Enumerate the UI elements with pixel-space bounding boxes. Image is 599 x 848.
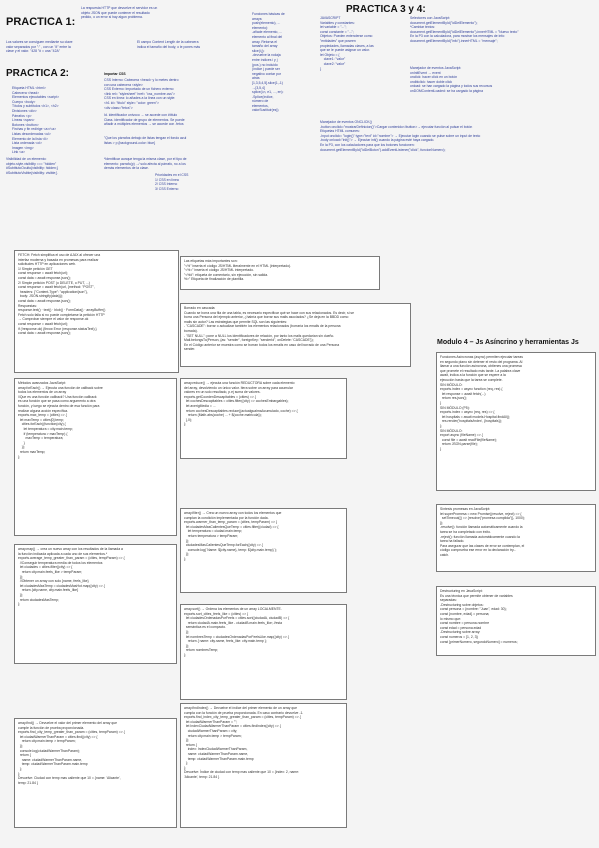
destructuring-text: Destructuring en JavaScript: Es una técnica que permite obtener de variables separadas: -Destructuring sobre objetos: const persona = {nombre: "Juan", edad: 30}; const {nombre, edad} = persona; lo mismo que: const nombre = persona.nombre const edad = persona.edad -Destructuring sobre array: const numeros = [1, 2, 3]; const [primerNumero, segundoNumero] = numeros; [440, 589, 518, 644]
p2-selector-note: "Que los párrafos debajo de listas tengan el fondo azul listas > p {background-color: blue} [104, 136, 187, 145]
foreach-text: Métodos avanzados JavaScript: array.forEach() → Ejecuta una función de callback sobre todos los elementos de un array //Que es una función callback? Una función callback es una función que se pasa como argumento a otra función, y luego se ejecuta dentro de esa función para realizar alguna acción específica. exports.max_temp = (cities) => { let maxTemp = cities[0].temp; cities.forEach((function(city) { let temperatura = city.main.temp; if (temperatura > maxTemp) { maxTemp = temperatura; } }); return maxTemp; }; [18, 381, 103, 459]
sort-text: array.sort() → Ordena los elementos de un array LOCALMENTE. exports.sort_cities_feels_like = (cities) => { let ciudadesOrdenadasPorFeels = cities.sort((ciudadA, ciudadB) => { return ciudadA.main.feels_like - ciudadB.main.feels_like; //esta semántica es el compacto. }); let nombresTemp = ciudadesOrdenadasPorFeelsLike.map((city) => { return { name: city.name, feels_like: city.main.temp }; }); return nombresTemp; }; [184, 607, 290, 657]
reduce-box [180, 378, 347, 459]
template-tags-box [180, 256, 380, 290]
p34-javascript-note: JAVASCRIPT Variables y constantes: let variable = "..."; const constante = "..."; Objetos: Pueden entenderse como "entidades" que poseen propiedades, llamadas claves, a las que se le puede asignar un valor. let Objeto = { clave1: "valor" clave2: "valor" } [320, 16, 374, 71]
promises-box [436, 504, 596, 572]
p34-selectors-note: Selectores con JavaScript: document.getElementById("idDelElemento"); *Cambiar textos: document.getElementById("idDelElemento").innerHTML = "Nuevo texto" En la P3 con la calculadora, para mostrar los mensajes de info: document.getElementById("info").innerHTML = "mensaje"; [410, 16, 519, 43]
page-title-modulo-4: Modulo 4 – Js Asíncrino y herramientas Js [437, 339, 579, 346]
cascade-delete-box [180, 303, 411, 367]
async-box [436, 352, 596, 491]
p1-response-note: La respuesta HTTP que devuelve el servidor es un objeto JSON que puede contener el resultado pedido, o un error si hay algun problema. [81, 6, 158, 20]
map-text: array.map() → crea un nuevo array con los resultados de la llamada a la función indicada aplicada a cada uno de sus elementos.* exports.average_temp_greater_than_param = (cities, tempParam) => { //Conseguir temperatura media de todos los elementos let ciudades = cities.filter((city) => { return city.main.feels_like > tempParam; }); //Obtener un array con solo {name, feels_like} let ciudadesMasTemp = ciudadesMasHot.map((city) => { return {city.name, city.main.feels_like} }); return ciudadesMasTemp; }; [18, 547, 125, 607]
reduce-text: array.reduce() → ejecuta una función REDUCTORA sobre cada elemento del array, devolviendo un único valor. Itera sobre un array para acumular valores en un solo resultado, p.ej suma de valores. exports.getCoordenDescapitables = (cities) => { let cochesDescapitables = cities.filter((city) => cochesEmbargables); let averigMedia = ... return cochesDescapitables.reduce((actuaIgualmaAcumulado, coche) => { return (Math.abs(coche) ... + $(coche.matricula)); },0); }; [184, 381, 298, 427]
page-title-practica-2: PRACTICA 2: [6, 68, 69, 79]
findindex-text: array.findIndex() → Devuelve el índice del primer elemento de un array que cumpla con la función de prueba proporcionada. En caso contrario devuelve -1. exports.find_index_city_temp_greater_than_param = (cities, tempParam) => { let ciudadWarmerThanParam = ""; let IndexCiudadWarmerThanParam = cities.findIndex((city) => { ciudadWarmerThanParam = city; return city.main.temp > tempParam; }); return { index: IndexCiudadWarmerThanParam, name: ciudadWarmerThanParam.name, temp: ciudadWarmerThanParam.main.temp }; }; Devuelve: Índice de ciudad con temp mas caliente que 10 = {index: 2, name: 'Alicante', temp: 21.84 } [184, 706, 304, 779]
async-text: Funciones Asíncronas (async) permiten ejecutar tareas en segundo plano sin detener el resto del programa. Al llamar a una función asíncrona, obtienes una promesa que promete el resultado más tarde. La palabra clave await, indica a la función que se espere a la ejecución hasta que la tarea se complete. SIN MÓDULO: exports.index = async function (req, res) { let response = await fetch(...) return res.json(); } SIN MÓDULO (P5): exports.index = async (req, res) => { let hospitals = await models.Hospital.findAll(); res.render('hospitals/index', {hospitals}); }; SIN MÓDULO: export async (fileName) => { const file = await readFile(fileName); return JSON.parse(file); } [440, 355, 523, 451]
findindex-box [180, 703, 347, 828]
p1-content-length-note: El campo Content Length de la cabecera indica el tamaño del body, o le pones más [137, 40, 201, 49]
p2-css-heading: Importar CSS [104, 72, 126, 76]
p2-ids-classes-note: Id. identificador unívoco → se accede con #título Class. identificador de grupo de elementos. Se puede añadir a múltiples elementos → se accede con .fetos [104, 113, 185, 127]
sort-box [180, 604, 347, 700]
p1-values-note: Los valores se consiguen mediante su clave valor separados por ":" , con un "#" entre la clave y el valor. "428 "# = una "42A" [6, 40, 73, 54]
p2-misc-note: *Identificar aunque tenga la misma clase, por el tipo de elemento: parrafo(p) .../ solo afecta al párrafo, no a los demás elementos de la clase. [104, 157, 187, 171]
filter-text: array.filter() → Crea un nuevo array con todos los elementos que cumplan la condición implementada por la función dada. exports.warmer_than_temp_param = (cities, tempParam) => { let ciudadesMasCalientesQueTemp = cities.filter((ciudad) => { let temperatura = ciudad.main.temp; return temperatura > tempParam; }); ciudadesMasCalientesQueTemp.forEach((city) => { console.log(`Name: ${city.name}, temp: ${city.main.temp}`); }); }; [184, 511, 282, 561]
array-basics-note: Funciones básicas de arrays: push(elemento), ... elemento): -añade elemento, ... elemento al final del array. Retorna el tamaño del array slice(i,j): -devuelve la rodaja entre índices i y j (pos.) no incluido (índice j puede ser negativo contar por atrás [1,3,5,4,5].slice(1,-1) →[3,5,4] splice(i,n, e1, ..., en): -Splice(índice, número de elementos, valorSustituir(es)) [252, 12, 285, 113]
cascade-delete-text: Borrado en cascada: Cuando se borra una fila de una tabla, es necesario especificar qué se hace con sus relacionados. Es decir, si se borra una Persona del ejemplo anterior, ¿habría que borrar sus mails asociados? ¿Se deja en la BBDD como mails sin autor? Las estrategias que permite SQL son las siguientes: - "CASCADE": borrar o actualizar también los elementos relacionados (borraría los emails de la persona borrada). - "SET NULL": pone a NULL los identificadores de relación, por tanto los mails quedarían sin dueño. Mail.belongsTo(Person, {as: "sender", foreignKey: "senderId", onDelete: 'CASCADE'}); En el Código anterior se muestra como se borran todos los emails en caso del borrado de una Persona sender. [184, 306, 355, 352]
foreach-box [14, 378, 177, 536]
find-box [14, 718, 177, 828]
map-box [14, 544, 177, 664]
p2-priority-note: Prioridades en el CSS 1/ CSS en línea 2/ CSS Interno 3/ CSS Externo [155, 173, 189, 191]
promises-text: Síntesis promesas en JavaScript: let superPromesa = new Promise((resolve, reject) => { setTimeout(() => {resolve("promesa cumplida")}, 1000); }); -resolve(): función llamada automáticamente cuando la tarea se ha completado con éxito. -reject(): función llamada automáticamente cuando la tarea ha fallado. Para asegurar que las clases de error se contemplan, el código comprueba ese error en la declaración try... catch. [440, 507, 525, 557]
p2-css-types-note: CSS Interno: Cabecera <head> y lo metes dentro con una cabecera <style> CSS Externo: Importado de un fichero externo <link rel= "stylesheet" href= "css_nombre.css"> CSS en línea: lo añades a la línea con un style: <h1 id= "titulo" style= "color: green"> <div class="fetos"> [104, 78, 179, 110]
find-text: array.find() → Devuelve el valor del primer elemento del array que cumple la función de prueba proporcionada. exports.find_city_temp_greater_than_param = (cities, tempParam) => { let ciudadWarmerThanParam = cities.find((city) => { return city.main.temp > tempParam; }); console.log(ciudadWarmerThanParam); return { name: ciudadWarmerThanParam.name, temp: ciudadWarmerThanParam.main.temp }; }; Devuelve: Ciudad con temp mas caliente que 10 = {name: 'Alicante', temp: 21.84 } [18, 721, 125, 785]
destructuring-box [436, 586, 596, 656]
p34-events-note: Manejador de eventos ONCLICK() -button onclick="mostrarDefinicion()">Cargar contenido</button>→ ejecutar función al pulsar el botón Etiquetas HTML comunes: -Input onclick= "login()" type="text" id="nombre"> → Ejecutar login cuando se pulse sobre un input de texto -body onload="init()"> → Ejecutar init() cuando la página esté haya cargado. En la P3, con los calculadores para que los botones funcionen: document.getElementById("idDelBoton").addEventListener("click", funcionNumero); [320, 120, 481, 152]
fetch-box [14, 250, 179, 373]
page-title-practica-1: PRACTICA 1: [6, 16, 76, 28]
page-title-practica-3-4: PRACTICA 3 y 4: [346, 4, 426, 15]
p34-handlers-note: Manejador de eventos JavaScript: onInitEvent → event onclick: hacer click en un botón ondblclick: hacer doble click onload: se han cargado la página y todos sus recursos onDOMContentLoaded: se ha cargado la página [410, 66, 493, 93]
filter-box [180, 508, 347, 593]
p2-visibility-note: Visibilidad de un elemento: objeto.style.visibility === "hidden" #SubtitutoOculto{visibility: hidden;} #SubtitutoVisible{visibility: visible;} [6, 157, 59, 175]
fetch-text: FETCH: Fetch simplifica el uso de AJAX al ofrecer una interfaz moderna y basada en promesas para realizar solicitudes HTTP en aplicaciones web. 1/ Simple petición GET const response = await fetch(url); const data = await response.json(); 2/ Simple petición POST (o DELETE, o PUT, ...) const response = await fetch(url, {method: "POST", headers: {"Content-Type": "application/json"}, body: JSON.stringify(data)}); const data = await response.json(); Respuestas: response.text() · text() · blob() · FormData() · arrayBuffer() Fetch solo falla si no puede completarse la petición HTTP → Comprobar siempre el valor de response.ok const response = await fetch(url); if (!response.ok) {throw Error (response.statusText);} const data = await response.json(); [18, 253, 106, 336]
p2-html-tags-list: Etiqueta HTML <html> Cabecera <head> Elementos ejecutables <script> Cuerpo <body> Títulos y subtítulos <h1>, <h2> Divisiones <div> Párrafos <p> Líneas <span> Botones <button> Firchas y fin redirige <a>/<a> Listas desordenadas <ul> Elemento de la lista <li> Lista ordenada <ol> Imagen <img> Link <a> [12, 86, 60, 155]
template-tags-text: Las etiquetas más importantes son: "<%" inserta el código JS/HTML literalmente en el HTML (interpretado). "<%=" inserta el código JS/HTML interpretado. "<%#": etiqueta de comentario, sin ejecución, sin salida. %>" Etiqueta de finalización de plantilla. [184, 259, 292, 282]
